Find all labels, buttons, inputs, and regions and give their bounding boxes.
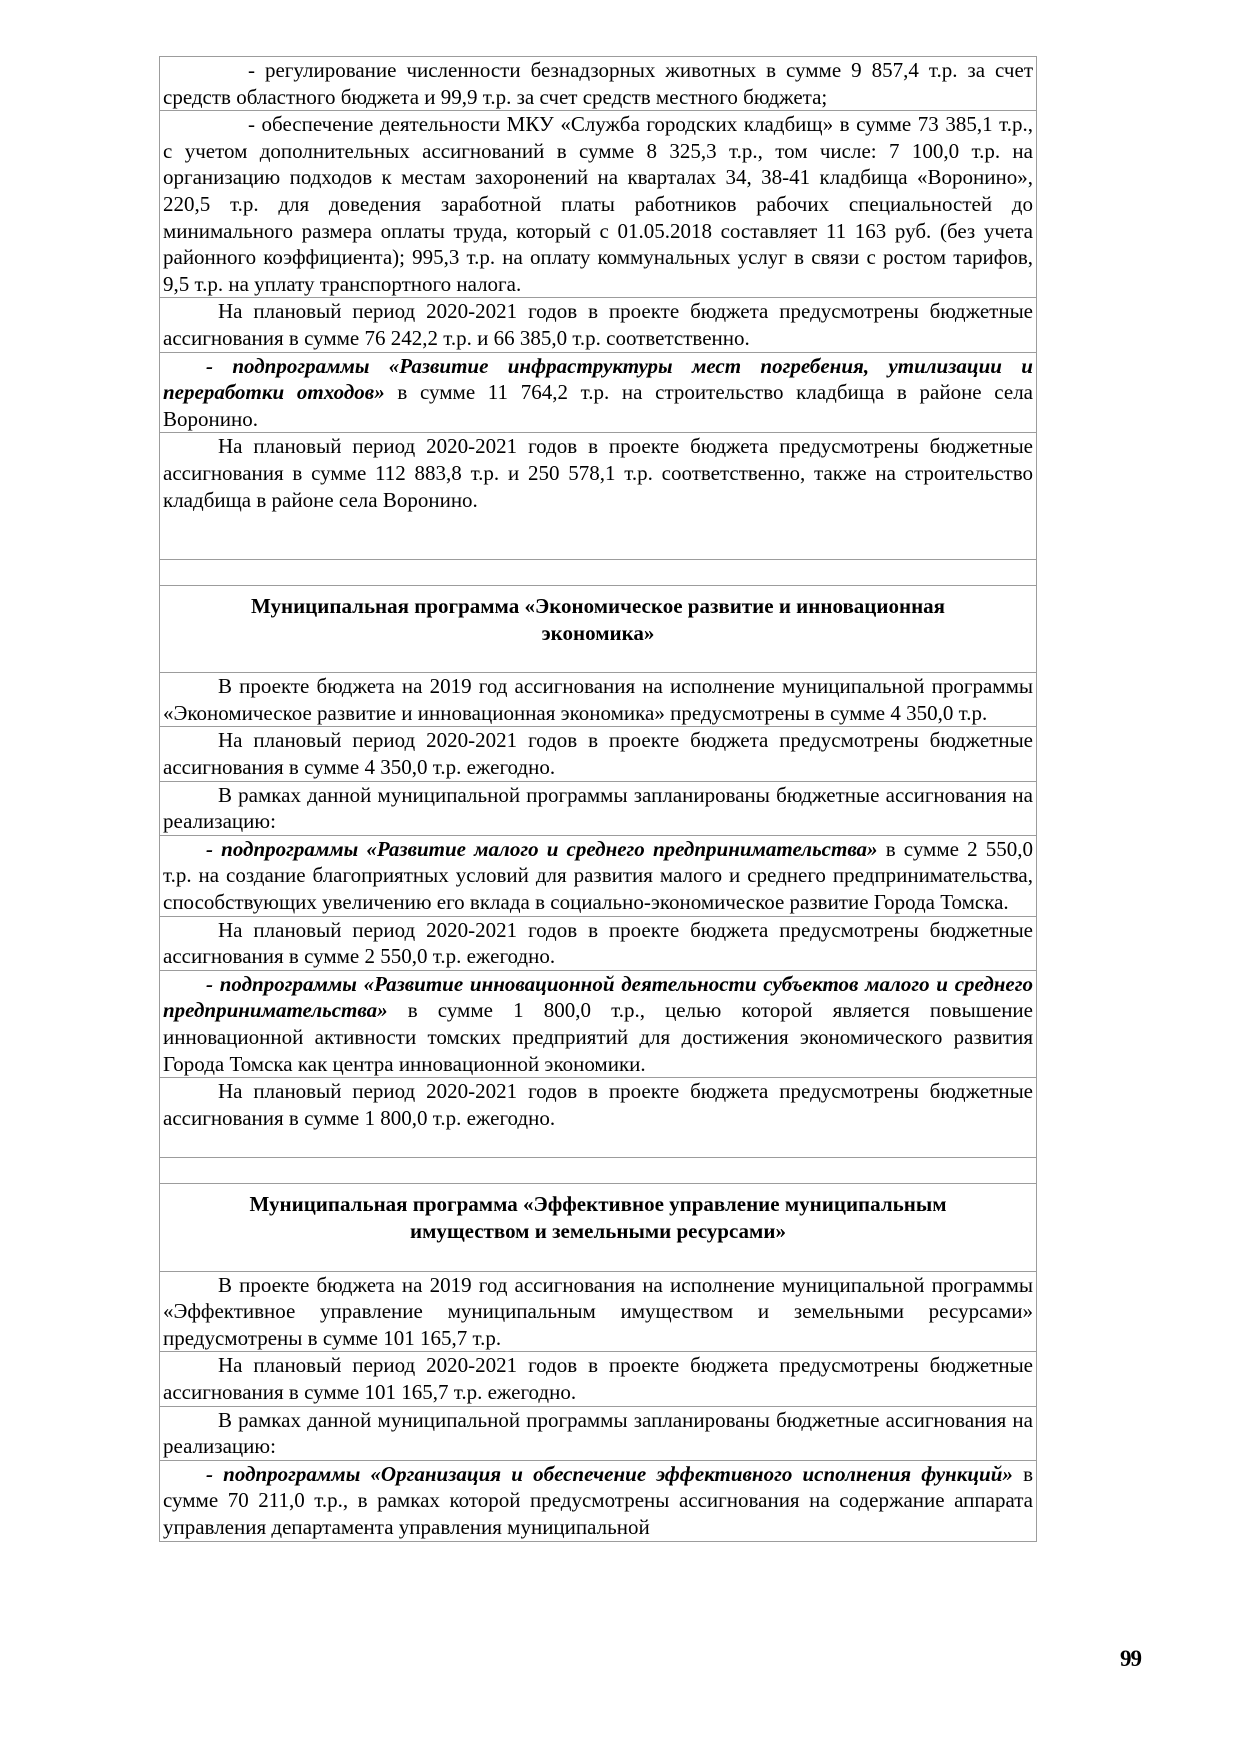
paragraph-planned-period-cemetery-construction: На плановый период 2020-2021 годов в проекте бюджета предусмотрены бюджетные ассигнования в сумме 112 883,8 т.р. и 250 578,1 т.р. соответственно, также на строительство кладбища в районе села Воронино. bbox=[159, 432, 1037, 560]
paragraph-planned-innovation-1800: На плановый период 2020-2021 годов в проекте бюджета предусмотрены бюджетные ассигнования в сумме 1 800,0 т.р. ежегодно. bbox=[159, 1077, 1037, 1158]
empty-row bbox=[159, 559, 1037, 586]
heading-property-management-program: Муниципальная программа «Эффективное управление муниципальным имуществом и земельными ресурсами» bbox=[159, 1183, 1037, 1271]
paragraph-framework-economic: В рамках данной муниципальной программы запланированы бюджетные ассигнования на реализацию: bbox=[159, 781, 1037, 836]
paragraph-subprogram-innovation bbox=[159, 970, 1037, 1078]
content-area bbox=[159, 57, 1037, 1542]
paragraph-framework-property: В рамках данной муниципальной программы запланированы бюджетные ассигнования на реализацию: bbox=[159, 1406, 1037, 1461]
subprogram-text-burial: в сумме 11 764,2 т.р. на строительство кладбища в районе села Воронино. bbox=[163, 380, 1033, 431]
paragraph-economic-program-2019: В проекте бюджета на 2019 год ассигнования на исполнение муниципальной программы «Экономическое развитие и инновационная экономика» предусмотрены в сумме 4 350,0 т.р. bbox=[159, 672, 1037, 727]
paragraph-subprogram-functions-execution bbox=[159, 1460, 1037, 1542]
page-number: 99 bbox=[1120, 1646, 1141, 1671]
subprogram-title-burial: - подпрограммы «Развитие инфраструктуры мест погребения, утилизации и переработки отходов» bbox=[163, 353, 1033, 405]
paragraph-property-program-2019: В проекте бюджета на 2019 год ассигнования на исполнение муниципальной программы «Эффективное управление муниципальным имуществом и земельными ресурсами» предусмотрены в сумме 101 165,7 т.р. bbox=[159, 1271, 1037, 1353]
empty-row bbox=[159, 1157, 1037, 1184]
subprogram-title-innovation: - подпрограммы «Развитие инновационной деятельности субъектов малого и среднего предпринимательства» bbox=[163, 971, 1033, 1023]
subprogram-text-functions: в сумме 70 211,0 т.р., в рамках которой предусмотрены ассигнования на содержание аппарата управления департамента управления муниципальной bbox=[163, 1461, 1033, 1539]
paragraph-cemetery-service-mku: - обеспечение деятельности МКУ «Служба городских кладбищ» в сумме 73 385,1 т.р., с учетом дополнительных ассигнований в сумме 8 325,3 т.р., том числе: 7 100,0 т.р. на организацию подходов к местам захоронений на кварталах 34, 38-41 кладбища «Воронино», 220,5 т.р. для доведения заработной платы работников рабочих специальностей до минимального размера оплаты труда, который с 01.05.2018 составляет 11 163 руб. (без учета районного коэффициента); 995,3 т.р. на оплату коммунальных услуг в связи с ростом тарифов, 9,5 т.р. на уплату транспортного налога. bbox=[159, 110, 1037, 298]
subprogram-text-small-business: в сумме 2 550,0 т.р. на создание благоприятных условий для развития малого и среднего предпринимательства, способствующих увеличению его вклада в социально-экономическое развитие Города Томска. bbox=[163, 836, 1033, 915]
paragraph-planned-property-101165: На плановый период 2020-2021 годов в проекте бюджета предусмотрены бюджетные ассигнования в сумме 101 165,7 т.р. ежегодно. bbox=[159, 1351, 1037, 1406]
paragraph-planned-small-business-2550: На плановый период 2020-2021 годов в проекте бюджета предусмотрены бюджетные ассигнования в сумме 2 550,0 т.р. ежегодно. bbox=[159, 916, 1037, 971]
subprogram-title-small-business: - подпрограммы «Развитие малого и среднего предпринимательства» bbox=[206, 836, 878, 861]
paragraph-subprogram-small-business bbox=[159, 835, 1037, 917]
heading-economic-development-program: Муниципальная программа «Экономическое развитие и инновационная экономика» bbox=[159, 585, 1037, 673]
paragraph-planned-economic-4350: На плановый период 2020-2021 годов в проекте бюджета предусмотрены бюджетные ассигнования в сумме 4 350,0 т.р. ежегодно. bbox=[159, 726, 1037, 781]
paragraph-stray-animals: - регулирование численности безнадзорных животных в сумме 9 857,4 т.р. за счет средств областного бюджета и 99,9 т.р. за счет средств местного бюджета; bbox=[159, 56, 1037, 111]
paragraph-planned-period-funeral: На плановый период 2020-2021 годов в проекте бюджета предусмотрены бюджетные ассигнования в сумме 76 242,2 т.р. и 66 385,0 т.р. соответственно. bbox=[159, 297, 1037, 352]
subprogram-text-innovation: в сумме 1 800,0 т.р., целью которой является повышение инновационной активности томских предприятий для достижения экономического развития Города Томска как центра инновационной экономики. bbox=[163, 998, 1033, 1076]
subprogram-title-functions: - подпрограммы «Организация и обеспечение эффективного исполнения функций» bbox=[206, 1461, 1013, 1486]
paragraph-subprogram-burial-infrastructure bbox=[159, 352, 1037, 434]
